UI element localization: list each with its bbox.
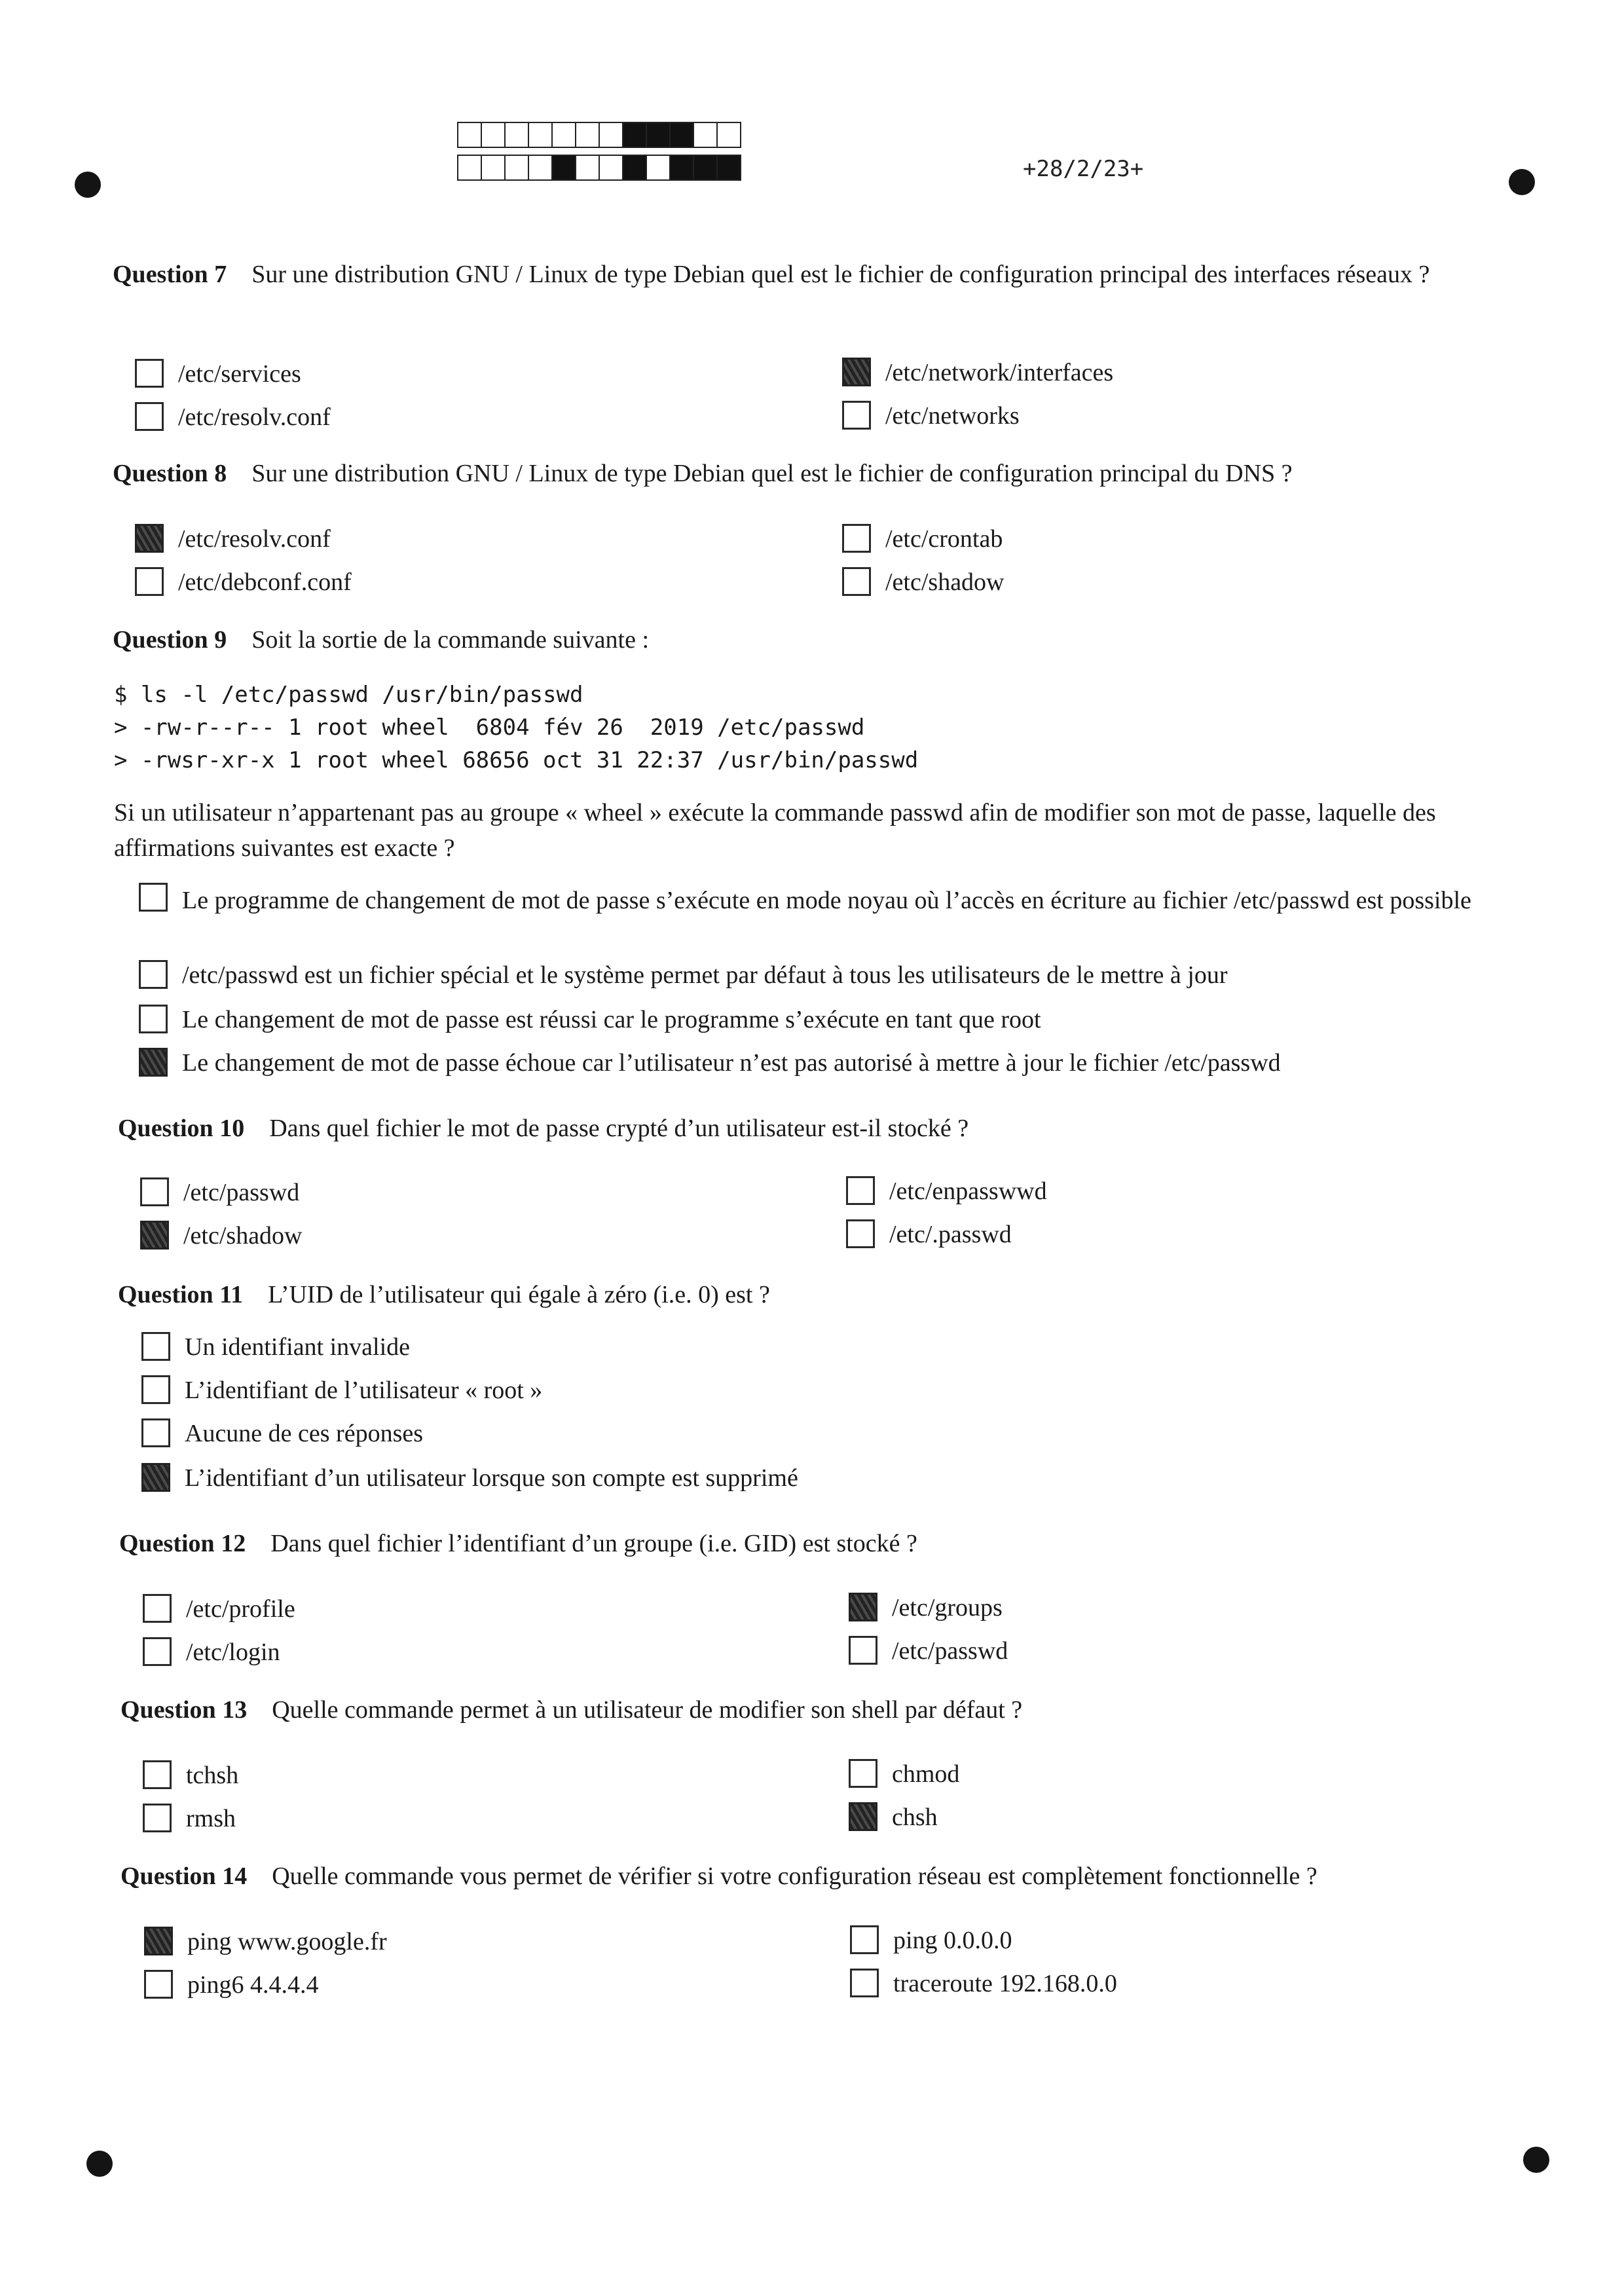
checkbox[interactable] bbox=[139, 1048, 168, 1077]
question-text: Sur une distribution GNU / Linux de type Debian quel est le fichier de configuration principal du DNS ? bbox=[251, 460, 1293, 487]
barcode-cell bbox=[693, 155, 718, 181]
option-label: L’identifiant de l’utilisateur « root » bbox=[185, 1377, 543, 1404]
option-label: /etc/resolv.conf bbox=[178, 403, 331, 431]
question-9-followup: Si un utilisateur n’appartenant pas au groupe « wheel » exécute la commande passwd afin de modifier son mot de passe, laquelle des affirmations suivantes est exacte ? bbox=[114, 799, 1436, 862]
option[interactable] bbox=[143, 1804, 236, 1834]
option-label: /etc/networks bbox=[885, 402, 1020, 430]
checkbox[interactable] bbox=[842, 524, 871, 553]
option-label: Le changement de mot de passe échoue car l’utilisateur n’est pas autorisé à mettre à jour le fichier /etc/passwd bbox=[182, 1049, 1281, 1077]
barcode-cell bbox=[528, 122, 553, 148]
barcode-cell bbox=[575, 155, 600, 181]
checkbox[interactable] bbox=[135, 402, 164, 431]
checkbox[interactable] bbox=[141, 1463, 170, 1492]
registration-mark-top-left bbox=[75, 172, 101, 198]
checkbox[interactable] bbox=[143, 1804, 172, 1832]
option-label: /etc/passwd bbox=[183, 1179, 300, 1206]
barcode-row-2 bbox=[457, 155, 740, 181]
checkbox[interactable] bbox=[846, 1219, 875, 1248]
option-label: chsh bbox=[892, 1804, 938, 1831]
checkbox[interactable] bbox=[849, 1593, 877, 1621]
barcode-cell bbox=[551, 155, 576, 181]
barcode-cell bbox=[693, 122, 718, 148]
option-label: Un identifiant invalide bbox=[185, 1333, 411, 1361]
option[interactable] bbox=[846, 1219, 1012, 1250]
option-label: tchsh bbox=[186, 1762, 239, 1789]
option-label: /etc/shadow bbox=[183, 1222, 303, 1250]
option[interactable] bbox=[849, 1802, 938, 1832]
option-label: Le changement de mot de passe est réussi car le programme s’exécute en tant que root bbox=[182, 1006, 1041, 1033]
option[interactable] bbox=[139, 1048, 1281, 1078]
option[interactable] bbox=[842, 358, 1113, 388]
barcode-cell bbox=[669, 122, 694, 148]
checkbox[interactable] bbox=[140, 1177, 169, 1206]
question-text: Soit la sortie de la commande suivante : bbox=[251, 626, 649, 654]
option[interactable] bbox=[141, 1463, 798, 1493]
question-text: Dans quel fichier le mot de passe crypté d’un utilisateur est-il stocké ? bbox=[269, 1115, 969, 1142]
code-line: $ ls -l /etc/passwd /usr/bin/passwd bbox=[114, 682, 583, 708]
question-11 bbox=[118, 1277, 1511, 1312]
checkbox[interactable] bbox=[143, 1760, 172, 1789]
barcode-cell bbox=[646, 122, 671, 148]
option[interactable] bbox=[143, 1760, 238, 1790]
registration-mark-bottom-left bbox=[86, 2151, 113, 2177]
question-7 bbox=[113, 257, 1511, 292]
option[interactable] bbox=[139, 1005, 1041, 1035]
question-13 bbox=[120, 1692, 1511, 1728]
option[interactable] bbox=[143, 1637, 280, 1667]
registration-mark-top-right bbox=[1509, 169, 1535, 195]
barcode-cell bbox=[622, 122, 647, 148]
option-label: chmod bbox=[892, 1760, 960, 1788]
barcode-cell bbox=[504, 155, 529, 181]
option-label: /etc/shadow bbox=[885, 568, 1005, 596]
option-label: /etc/.passwd bbox=[889, 1221, 1012, 1248]
option[interactable] bbox=[842, 567, 1005, 597]
option[interactable] bbox=[141, 1418, 423, 1449]
checkbox[interactable] bbox=[139, 960, 168, 989]
question-label: Question 14 bbox=[120, 1862, 248, 1890]
checkbox[interactable] bbox=[849, 1802, 877, 1831]
option-label: Aucune de ces réponses bbox=[185, 1420, 424, 1447]
option[interactable] bbox=[135, 402, 331, 432]
option-label: ping www.google.fr bbox=[187, 1928, 387, 1955]
option[interactable] bbox=[849, 1636, 1008, 1666]
option[interactable] bbox=[141, 1332, 410, 1362]
checkbox[interactable] bbox=[842, 358, 871, 386]
checkbox[interactable] bbox=[849, 1636, 877, 1665]
barcode-cell bbox=[481, 155, 506, 181]
option[interactable] bbox=[849, 1593, 1003, 1623]
option-label: /etc/login bbox=[186, 1639, 280, 1666]
barcode-cell bbox=[504, 122, 529, 148]
question-text: Quelle commande vous permet de vérifier si votre configuration réseau est complètement fonctionnelle ? bbox=[272, 1862, 1318, 1890]
question-9 bbox=[113, 622, 1511, 657]
barcode-cell bbox=[551, 122, 576, 148]
question-label: Question 9 bbox=[113, 626, 227, 654]
checkbox[interactable] bbox=[141, 1332, 170, 1361]
question-8 bbox=[113, 456, 1511, 491]
barcode-cell bbox=[669, 155, 694, 181]
checkbox[interactable] bbox=[842, 401, 871, 430]
option-label: /etc/enpasswwd bbox=[889, 1177, 1047, 1205]
option-label: /etc/profile bbox=[186, 1595, 295, 1623]
checkbox[interactable] bbox=[135, 567, 164, 596]
checkbox[interactable] bbox=[850, 1925, 879, 1954]
barcode-cell bbox=[457, 122, 482, 148]
question-label: Question 10 bbox=[118, 1115, 245, 1142]
option[interactable] bbox=[140, 1177, 299, 1208]
barcode-cell bbox=[599, 155, 623, 181]
barcode-cell bbox=[575, 122, 600, 148]
question-label: Question 11 bbox=[118, 1281, 244, 1308]
checkbox[interactable] bbox=[849, 1759, 877, 1788]
option-label: /etc/services bbox=[178, 360, 301, 388]
question-text: Quelle commande permet à un utilisateur de modifier son shell par défaut ? bbox=[272, 1696, 1023, 1724]
barcode-cell bbox=[599, 122, 623, 148]
barcode-cell bbox=[716, 155, 741, 181]
checkbox[interactable] bbox=[846, 1176, 875, 1205]
option[interactable] bbox=[849, 1759, 959, 1789]
option-label: /etc/debconf.conf bbox=[178, 568, 352, 596]
option[interactable] bbox=[139, 883, 1488, 918]
option-label: /etc/groups bbox=[892, 1594, 1003, 1621]
registration-mark-bottom-right bbox=[1523, 2147, 1549, 2173]
option[interactable] bbox=[850, 1925, 1012, 1955]
checkbox[interactable] bbox=[144, 1970, 173, 1999]
option[interactable] bbox=[144, 1927, 387, 1957]
question-14 bbox=[120, 1859, 1511, 1894]
option[interactable] bbox=[842, 401, 1020, 431]
option-label: /etc/passwd est un fichier spécial et le système permet par défaut à tous les utilisateurs de le mettre à jour bbox=[182, 961, 1228, 989]
checkbox[interactable] bbox=[143, 1637, 172, 1666]
option-label: traceroute 192.168.0.0 bbox=[893, 1970, 1117, 1997]
checkbox[interactable] bbox=[135, 524, 164, 553]
option-label: rmsh bbox=[186, 1805, 236, 1832]
barcode-cell bbox=[457, 155, 482, 181]
option[interactable] bbox=[846, 1176, 1047, 1206]
option[interactable] bbox=[144, 1970, 319, 2000]
checkbox[interactable] bbox=[141, 1375, 170, 1404]
barcode-cell bbox=[528, 155, 553, 181]
question-label: Question 8 bbox=[113, 460, 227, 487]
option-label: /etc/network/interfaces bbox=[885, 359, 1114, 386]
checkbox[interactable] bbox=[143, 1594, 172, 1623]
option[interactable] bbox=[842, 524, 1003, 554]
option[interactable] bbox=[139, 960, 1228, 990]
question-text: L’UID de l’utilisateur qui égale à zéro (i.e. 0) est ? bbox=[268, 1281, 770, 1308]
option-label: ping 0.0.0.0 bbox=[893, 1927, 1012, 1954]
checkbox[interactable] bbox=[139, 883, 168, 912]
checkbox[interactable] bbox=[141, 1418, 170, 1447]
question-12 bbox=[119, 1526, 1511, 1561]
option-label: /etc/crontab bbox=[885, 525, 1003, 553]
option-label: ping6 4.4.4.4 bbox=[187, 1971, 319, 1999]
option[interactable] bbox=[140, 1221, 303, 1251]
barcode-cell bbox=[481, 122, 506, 148]
option[interactable] bbox=[135, 524, 331, 554]
question-label: Question 13 bbox=[120, 1696, 248, 1724]
option-label: /etc/resolv.conf bbox=[178, 525, 331, 553]
option[interactable] bbox=[141, 1375, 542, 1405]
exam-id: +28/2/23+ bbox=[1023, 156, 1144, 182]
option-label: L’identifiant d’un utilisateur lorsque son compte est supprimé bbox=[185, 1464, 798, 1492]
barcode-cell bbox=[646, 155, 671, 181]
option-label: /etc/passwd bbox=[892, 1637, 1008, 1665]
barcode-cell bbox=[622, 155, 647, 181]
question-text: Sur une distribution GNU / Linux de type Debian quel est le fichier de configuration principal des interfaces réseaux ? bbox=[251, 261, 1430, 288]
barcode-row-1 bbox=[457, 122, 740, 148]
option[interactable] bbox=[143, 1594, 295, 1624]
option[interactable] bbox=[850, 1969, 1117, 1999]
checkbox[interactable] bbox=[850, 1969, 879, 1997]
barcode-cell bbox=[716, 122, 741, 148]
checkbox[interactable] bbox=[139, 1005, 168, 1033]
checkbox[interactable] bbox=[842, 567, 871, 596]
checkbox[interactable] bbox=[140, 1221, 169, 1250]
option[interactable] bbox=[135, 359, 301, 389]
checkbox[interactable] bbox=[144, 1927, 173, 1955]
checkbox[interactable] bbox=[135, 359, 164, 388]
code-line: > -rw-r--r-- 1 root wheel 6804 fév 26 2019 /etc/passwd bbox=[114, 714, 865, 741]
option[interactable] bbox=[135, 567, 352, 597]
code-line: > -rwsr-xr-x 1 root wheel 68656 oct 31 22:37 /usr/bin/passwd bbox=[114, 747, 919, 773]
question-text: Dans quel fichier l’identifiant d’un groupe (i.e. GID) est stocké ? bbox=[270, 1530, 917, 1557]
question-label: Question 7 bbox=[113, 261, 227, 288]
question-10 bbox=[118, 1111, 1511, 1146]
question-label: Question 12 bbox=[119, 1530, 246, 1557]
option-label: Le programme de changement de mot de passe s’exécute en mode noyau où l’accès en écriture au fichier /etc/passwd est possible bbox=[182, 887, 1471, 914]
